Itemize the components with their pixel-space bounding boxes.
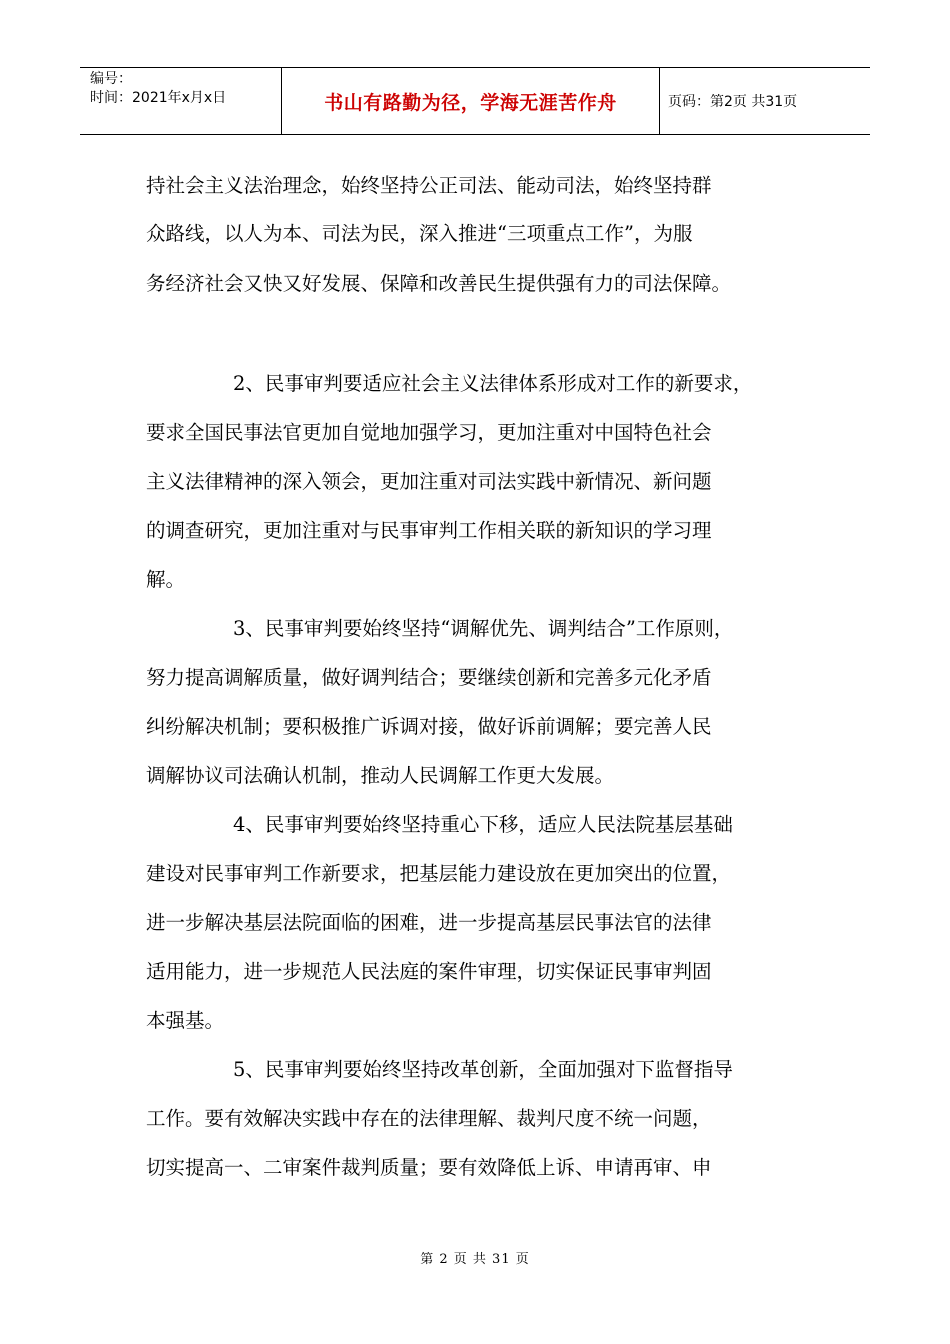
text-line: 解。 [146, 568, 186, 591]
text-line: 3、民事审判要始终坚持“调解优先、调判结合”工作原则， [233, 617, 734, 640]
motto-text: 书山有路勤为径，学海无涯苦作舟 [324, 91, 617, 114]
page-header [80, 67, 870, 135]
time-label: 时间：2021年x月x日 [90, 90, 227, 106]
header-motto-cell [282, 68, 660, 134]
text-line: 本强基。 [146, 1009, 225, 1032]
text-line: 务经济社会又快又好发展、保障和改善民生提供强有力的司法保障。 [146, 272, 732, 295]
serial-number-label: 编号： [90, 71, 132, 87]
text-line: 持社会主义法治理念，始终坚持公正司法、能动司法，始终坚持群 [146, 174, 712, 197]
text-line: 5、民事审判要始终坚持改革创新，全面加强对下监督指导 [233, 1058, 733, 1081]
text-line: 主义法律精神的深入领会，更加注重对司法实践中新情况、新问题 [146, 470, 712, 493]
page-code: 页码：第2页 共31页 [668, 94, 798, 110]
text-line: 2、民事审判要适应社会主义法律体系形成对工作的新要求， [233, 372, 753, 395]
header-meta-cell [80, 68, 282, 134]
text-line: 进一步解决基层法院面临的困难，进一步提高基层民事法官的法律 [146, 911, 712, 934]
page-footer: 第 2 页 共 31 页 [420, 1252, 530, 1267]
text-line: 努力提高调解质量，做好调判结合；要继续创新和完善多元化矛盾 [146, 666, 712, 689]
text-line: 纠纷解决机制；要积极推广诉调对接，做好诉前调解；要完善人民 [146, 715, 712, 738]
text-line: 调解协议司法确认机制，推动人民调解工作更大发展。 [146, 764, 615, 787]
text-line: 建设对民事审判工作新要求，把基层能力建设放在更加突出的位置， [146, 862, 732, 885]
text-line: 要求全国民事法官更加自觉地加强学习，更加注重对中国特色社会 [146, 421, 712, 444]
text-line: 适用能力，进一步规范人民法庭的案件审理，切实保证民事审判固 [146, 960, 712, 983]
text-line: 4、民事审判要始终坚持重心下移，适应人民法院基层基础 [233, 813, 733, 836]
text-line: 众路线，以人为本、司法为民，深入推进“三项重点工作”，为服 [146, 222, 693, 245]
text-line: 切实提高一、二审案件裁判质量；要有效降低上诉、申请再审、申 [146, 1156, 712, 1179]
text-line: 工作。要有效解决实践中存在的法律理解、裁判尺度不统一问题， [146, 1107, 712, 1130]
header-page-cell [660, 68, 870, 134]
text-line: 的调查研究，更加注重对与民事审判工作相关联的新知识的学习理 [146, 519, 712, 542]
